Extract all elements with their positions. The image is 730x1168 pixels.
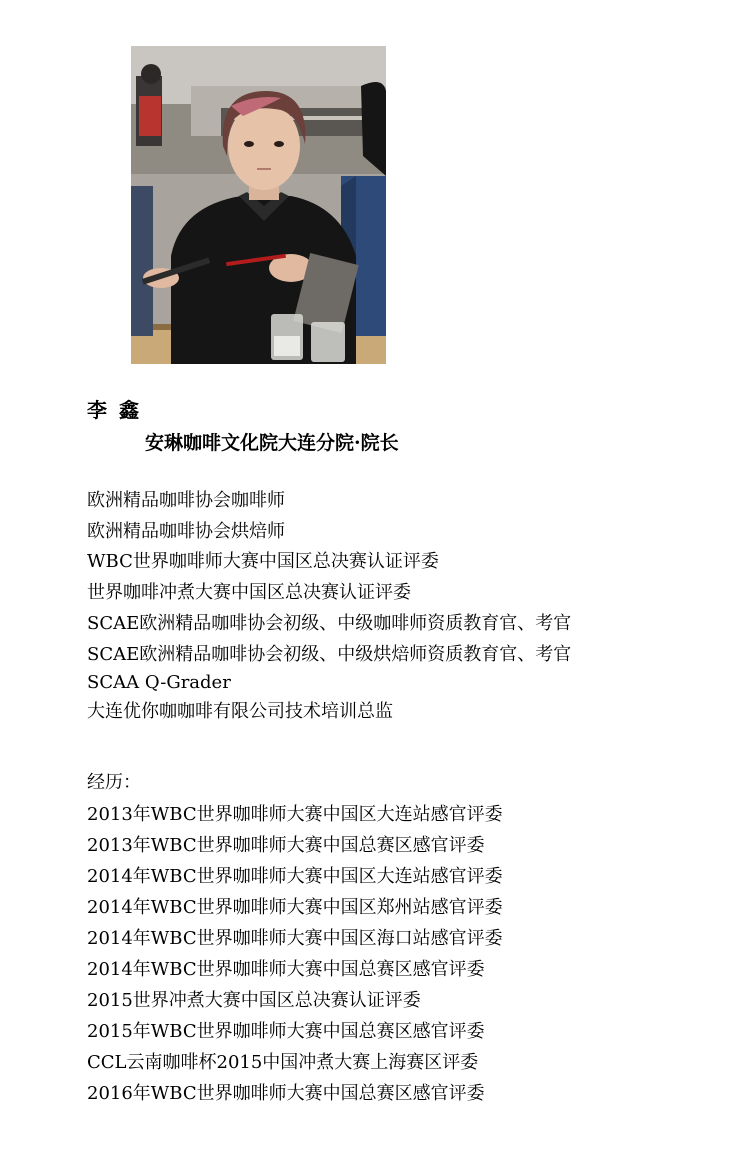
credential-item: 大连优你咖咖啡有限公司技术培训总监 — [87, 701, 393, 723]
credential-item: 欧洲精品咖啡协会烘焙师 — [87, 520, 285, 542]
credential-item: 世界咖啡冲煮大赛中国区总决赛认证评委 — [87, 582, 411, 604]
person-name — [87, 397, 141, 423]
position-title: 安琳咖啡文化院大连分院·院长 — [145, 432, 399, 454]
experience-item: 2014年WBC世界咖啡师大赛中国区大连站感官评委 — [87, 866, 503, 887]
experience-item: 2016年WBC世界咖啡师大赛中国总赛区感官评委 — [87, 1083, 485, 1104]
credential-item: WBC世界咖啡师大赛中国区总决赛认证评委 — [87, 551, 439, 573]
experience-item: 2015世界冲煮大赛中国区总决赛认证评委 — [87, 990, 421, 1011]
experience-heading: 经历： — [87, 772, 141, 793]
credential-item: SCAA Q-Grader — [87, 672, 231, 694]
credentials-list — [87, 486, 571, 728]
experience-item: 2014年WBC世界咖啡师大赛中国区郑州站感官评委 — [87, 897, 503, 918]
experience-item: 2013年WBC世界咖啡师大赛中国区大连站感官评委 — [87, 804, 503, 825]
credential-item: SCAE欧洲精品咖啡协会初级、中级咖啡师资质教育官、考官 — [87, 612, 572, 634]
profile-photo — [131, 46, 386, 364]
credential-item: SCAE欧洲精品咖啡协会初级、中级烘焙师资质教育官、考官 — [87, 643, 572, 665]
credential-item: 欧洲精品咖啡协会咖啡师 — [87, 490, 285, 511]
experience-item: 2014年WBC世界咖啡师大赛中国区海口站感官评委 — [87, 928, 503, 949]
experience-list — [87, 799, 503, 1109]
name-surname: 李 — [87, 398, 109, 422]
experience-item: 2013年WBC世界咖啡师大赛中国总赛区感官评委 — [87, 835, 485, 856]
experience-item: CCL云南咖啡杯2015中国冲煮大赛上海赛区评委 — [87, 1052, 479, 1073]
experience-item: 2014年WBC世界咖啡师大赛中国总赛区感官评委 — [87, 959, 485, 980]
experience-item: 2015年WBC世界咖啡师大赛中国总赛区感官评委 — [87, 1021, 485, 1042]
name-given: 鑫 — [119, 398, 141, 422]
